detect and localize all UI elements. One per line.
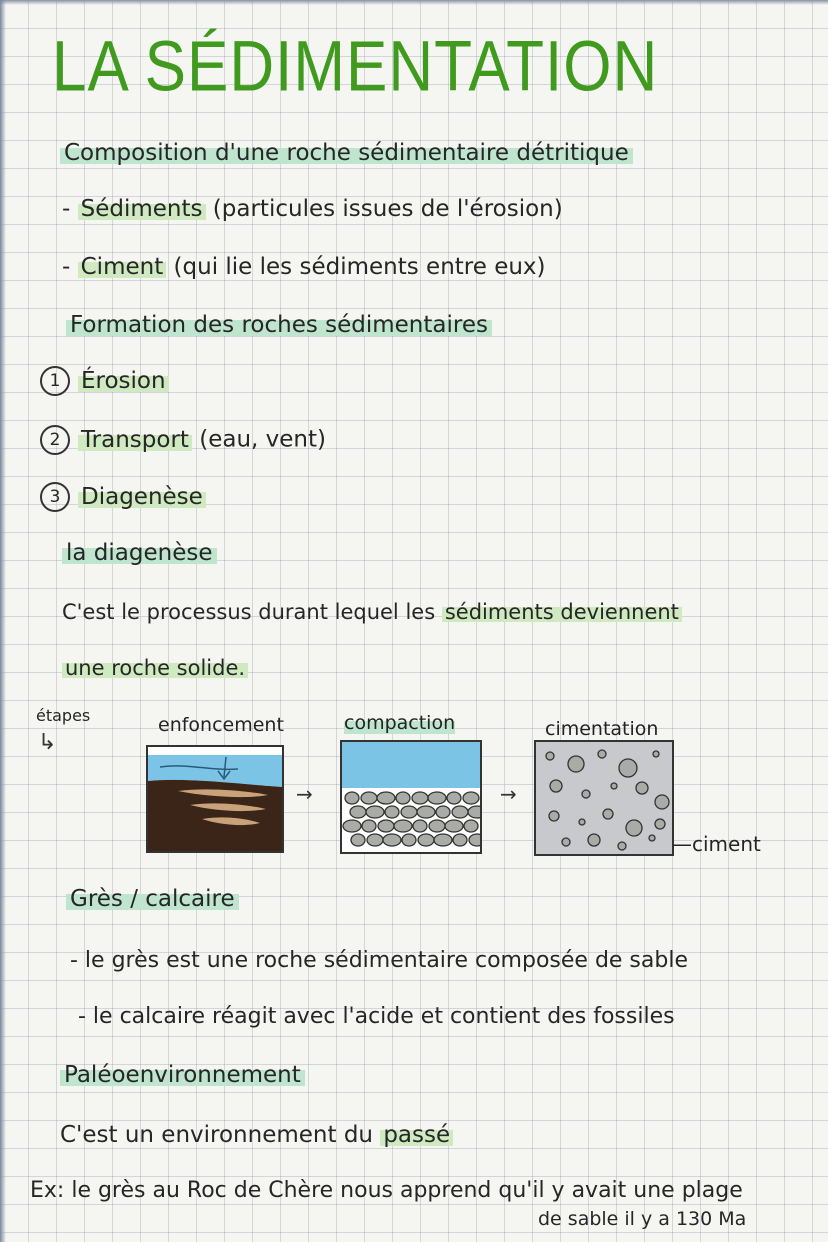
gres-line-2: - le calcaire réagit avec l'acide et contient des fossiles [78, 1004, 675, 1029]
example-line-1: Ex: le grès au Roc de Chère nous apprend qu'il y avait une plage [30, 1178, 743, 1203]
composition-item-term: Ciment [78, 254, 167, 280]
step-term: Diagenèse [78, 484, 206, 510]
pebble [401, 806, 417, 818]
enfoncement-illustration [148, 747, 282, 851]
pebble [655, 819, 665, 829]
pebble [598, 750, 606, 758]
arrow-right-icon: → [500, 782, 517, 806]
pebble [588, 834, 600, 846]
formation-heading-text: Formation des roches sédimentaires [66, 312, 492, 338]
step-rest: (eau, vent) [191, 426, 326, 453]
definition-text: C'est le processus durant lequel les [62, 600, 442, 624]
arrow-right-icon: → [296, 782, 313, 806]
stage-label-cimentation: cimentation [545, 718, 659, 740]
diagenese-definition-line2 [62, 656, 248, 680]
page-edge-left [0, 0, 6, 1242]
pebble [619, 759, 637, 777]
step-term: Érosion [78, 368, 169, 394]
pebble [385, 806, 399, 818]
pebble [417, 806, 435, 818]
pebble [550, 780, 562, 792]
pebble [378, 820, 394, 832]
pebble [626, 820, 642, 836]
diagram-compaction [340, 740, 482, 854]
page-edge-top [0, 0, 828, 5]
diagram-cimentation [534, 740, 674, 856]
pebble [579, 819, 585, 825]
paleo-heading [60, 1062, 305, 1088]
diagenese-heading-text: la diagenèse [62, 540, 217, 566]
example-line-2: de sable il y a 130 Ma [538, 1208, 747, 1230]
pebble [568, 756, 584, 772]
pebble [345, 792, 359, 804]
pebble [445, 820, 463, 832]
pebble [434, 834, 452, 846]
gres-line-1: - le grès est une roche sédimentaire composée de sable [70, 948, 688, 973]
pebble [562, 838, 570, 846]
pebble [412, 792, 428, 804]
pebble [402, 834, 416, 846]
composition-item-ciment: - Ciment (qui lie les sédiments entre eux) [62, 254, 546, 280]
pebble [361, 792, 377, 804]
pebble [351, 834, 365, 846]
definition-text: C'est un environnement du [60, 1122, 381, 1148]
pebble [468, 806, 480, 818]
pebble [418, 834, 434, 846]
pebble [603, 809, 613, 819]
gres-heading [66, 886, 239, 912]
composition-item-sediments: - Sédiments (particules issues de l'érosion) [62, 196, 563, 222]
step-number: 1 [40, 366, 70, 396]
diagram-enfoncement [146, 745, 284, 853]
pebble [447, 792, 461, 804]
pebble [452, 806, 468, 818]
pebble [463, 792, 479, 804]
compaction-illustration [342, 742, 480, 852]
composition-heading [60, 140, 633, 166]
formation-heading [66, 312, 492, 338]
stage-label-compaction: compaction [344, 712, 456, 734]
page-title: LA SÉDIMENTATION [52, 27, 659, 107]
diagenese-definition-line1 [62, 600, 682, 624]
gres-heading-text: Grès / calcaire [66, 886, 239, 912]
composition-item-term: Sédiments [78, 196, 206, 222]
pebble [611, 783, 617, 789]
ciment-label: ciment [692, 832, 761, 856]
pebble [655, 795, 669, 809]
pebble [428, 792, 446, 804]
pebble [549, 811, 559, 821]
pebble [367, 834, 383, 846]
composition-item-rest: (qui lie les sédiments entre eux) [166, 254, 546, 280]
pebble [464, 820, 478, 832]
definition-term: passé [380, 1122, 453, 1148]
ciment-annotation: —ciment [672, 832, 761, 856]
pebble [413, 820, 427, 832]
pebble [453, 834, 467, 846]
pebble [362, 820, 376, 832]
pebble [546, 752, 554, 760]
pebble [394, 820, 412, 832]
formation-step-1 [40, 366, 169, 396]
pebble [396, 792, 410, 804]
step-term: Transport [78, 427, 192, 453]
pebble [350, 806, 366, 818]
pebble [366, 806, 384, 818]
pebble [582, 790, 590, 798]
composition-heading-text: Composition d'une roche sédimentaire détritique [60, 140, 633, 166]
definition-term: sédiments deviennent [442, 600, 682, 624]
steps-label: étapes [36, 706, 91, 725]
pebble [649, 835, 655, 841]
formation-step-3 [40, 482, 206, 512]
pebble [377, 792, 395, 804]
stage-label-enfoncement: enfoncement [158, 714, 284, 736]
pebble [383, 834, 401, 846]
pebble [436, 806, 450, 818]
turn-arrow-icon: ↳ [38, 730, 57, 755]
composition-item-rest: (particules issues de l'érosion) [205, 196, 563, 222]
pebble [343, 820, 361, 832]
pebble [618, 842, 626, 850]
cimentation-illustration [536, 742, 672, 854]
step-number: 3 [40, 482, 70, 512]
definition-term: une roche solide. [62, 656, 248, 680]
pebble [636, 782, 648, 794]
paleo-definition [60, 1122, 453, 1148]
formation-step-2 [40, 425, 326, 455]
diagenese-heading [62, 540, 217, 566]
pebble [469, 834, 480, 846]
pebble [653, 751, 659, 757]
pebble [429, 820, 445, 832]
step-number: 2 [40, 425, 70, 455]
paleo-heading-text: Paléoenvironnement [60, 1062, 305, 1088]
